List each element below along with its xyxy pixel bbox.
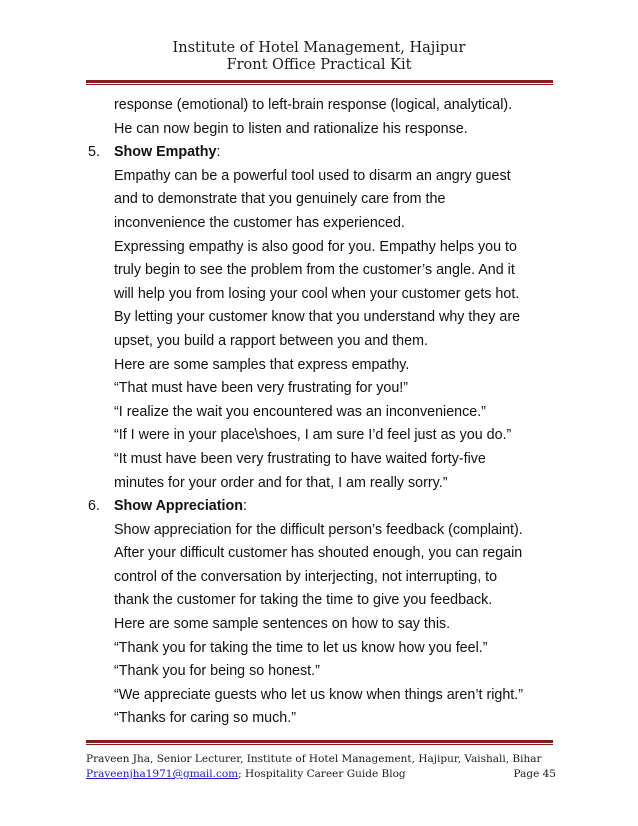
body-line: Show appreciation for the difficult person’s feedback (complaint). [114,521,523,538]
header-institute: Institute of Hotel Management, Hajipur [172,40,466,56]
footer-contact [86,767,556,782]
body-line: response (emotional) to left-brain response (logical, analytical). [114,97,513,113]
body-line: Expressing empathy is also good for you. Empathy helps you to [114,238,517,255]
list-title-colon: : [242,498,247,515]
list-number: 5. [88,144,100,161]
page-body [88,94,558,731]
list-item-5-heading [88,141,558,165]
list-title: Show Empathy [114,144,217,161]
list-number: 6. [88,498,100,515]
body-line: “I realize the wait you encountered was an inconvenience.” [114,403,486,420]
body-line: truly begin to see the problem from the customer’s angle. And it [114,262,515,279]
header-rule-thick [86,80,553,83]
body-line: “Thanks for caring so much.” [114,710,296,727]
body-line: Here are some sample sentences on how to say this. [114,616,451,633]
body-line: control of the conversation by interjecting, not interrupting, to [114,568,498,585]
body-line: “That must have been very frustrating for you!” [114,380,409,397]
body-line: “It must have been very frustrating to have waited forty-five [114,450,486,467]
body-line: By letting your customer know that you understand why they are [114,309,521,326]
list-title-colon: : [216,144,221,161]
list-title: Show Appreciation [114,498,243,515]
body-line: “Thank you for taking the time to let us know how you feel.” [114,639,488,656]
page-header [0,40,638,74]
body-line: After your difficult customer has shouted enough, you can regain [114,545,523,562]
body-line: “If I were in your place\shoes, I am sure I’d feel just as you do.” [114,427,512,444]
body-line: Here are some samples that express empathy. [114,356,410,373]
header-rule-thin [86,84,553,85]
footer-email-link[interactable]: Praveenjha1971@gmail.com [86,768,239,780]
page-number: Page 45 [513,768,556,780]
page-footer [86,752,556,782]
list-item-6-heading [88,495,558,519]
body-line: inconvenience the customer has experienced. [114,214,405,231]
footer-blog: ; Hospitality Career Guide Blog [238,768,406,780]
body-line: and to demonstrate that you genuinely care from the [114,191,446,208]
footer-rule-thin [86,744,553,745]
body-line: Empathy can be a powerful tool used to disarm an angry guest [114,167,511,184]
body-line: “We appreciate guests who let us know when things aren’t right.” [114,686,523,703]
header-kit-title: Front Office Practical Kit [226,57,412,73]
body-line: “Thank you for being so honest.” [114,663,320,680]
body-line: minutes for your order and for that, I am really sorry.” [114,474,448,491]
body-line: thank the customer for taking the time to give you feedback. [114,592,493,609]
body-line: will help you from losing your cool when your customer gets hot. [114,285,520,302]
footer-rule-thick [86,740,553,743]
footer-author: Praveen Jha, Senior Lecturer, Institute of Hotel Management, Hajipur, Vaishali, Bihar [86,753,542,765]
body-line: He can now begin to listen and rationalize his response. [114,120,468,137]
body-line: upset, you build a rapport between you and them. [114,332,428,349]
